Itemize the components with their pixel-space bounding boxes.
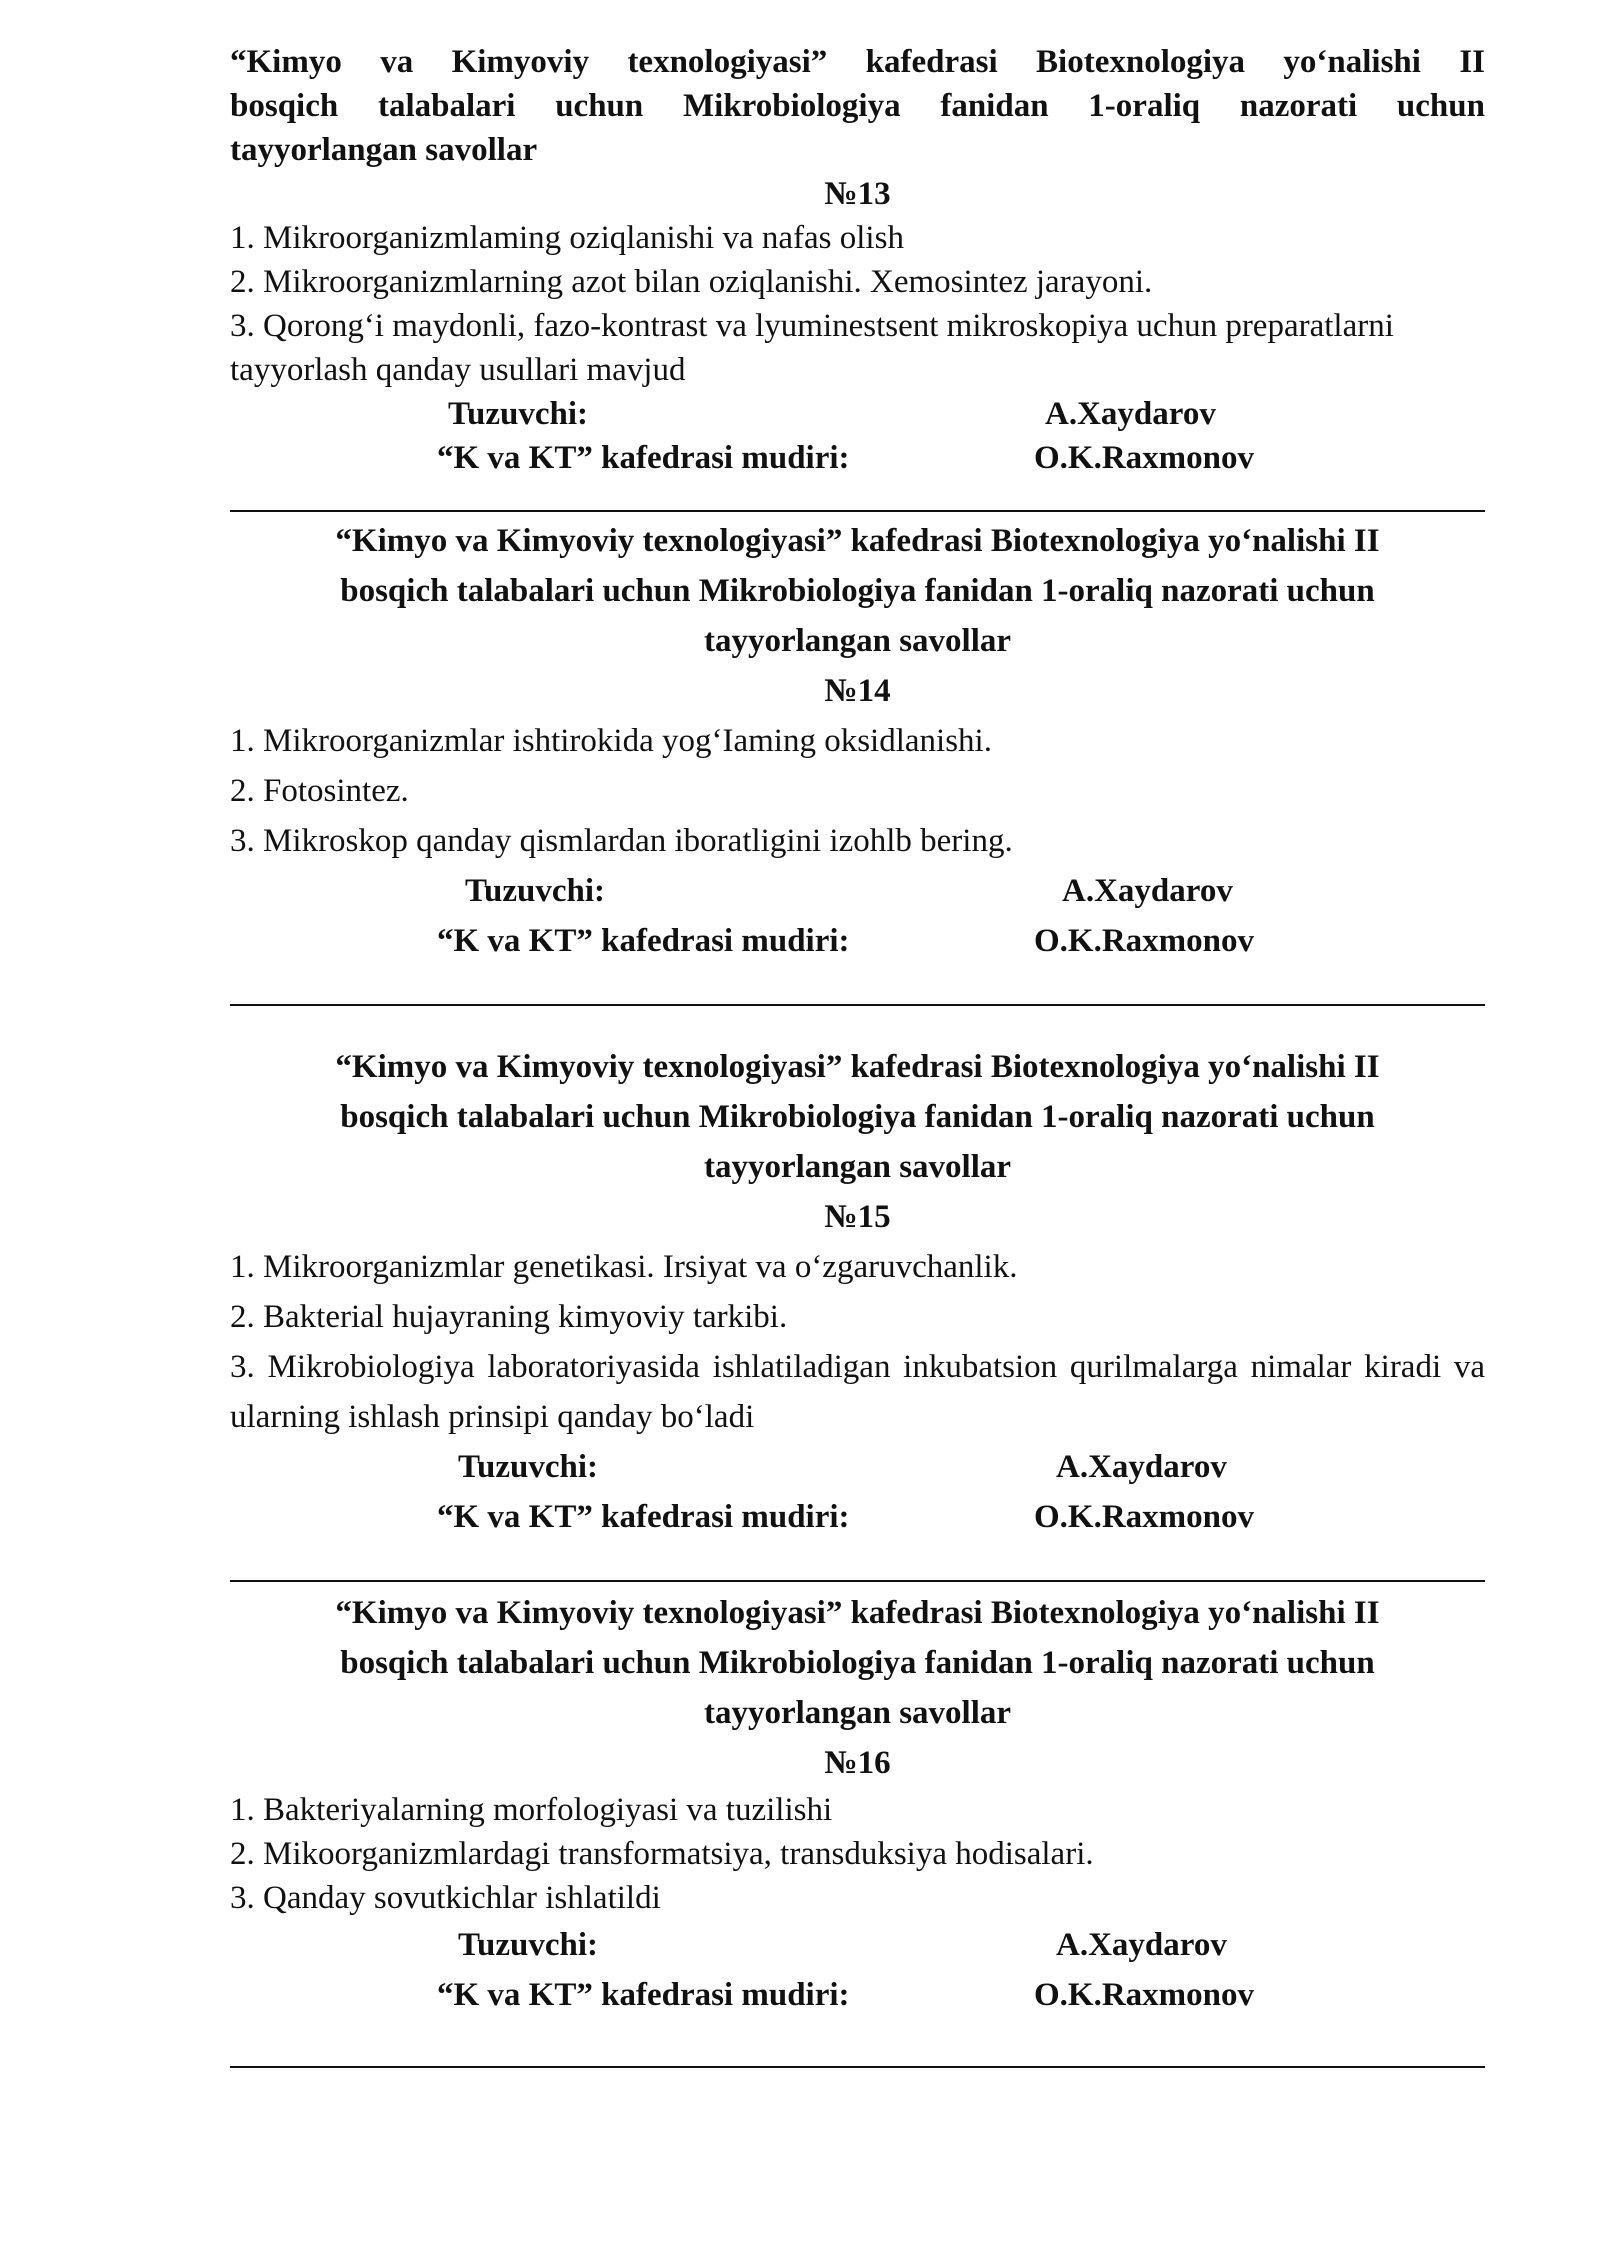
- header-line: bosqich talabalari uchun Mikrobiologiya fanidan 1-oraliq nazorati uchun: [230, 88, 1485, 124]
- question-item: 1. Bakteriyalarning morfologiyasi va tuzilishi: [230, 1792, 833, 1828]
- head-signature-line: [230, 916, 1485, 966]
- author-signature-line: [230, 866, 1485, 916]
- header-line: bosqich talabalari uchun Mikrobiologiya fanidan 1-oraliq nazorati uchun: [340, 573, 1375, 609]
- divider-line: [230, 1004, 1485, 1006]
- author-name: A.Xaydarov: [1062, 873, 1233, 909]
- header-line: tayyorlangan savollar: [230, 132, 538, 168]
- author-signature-line: [230, 1920, 1485, 1970]
- head-name: O.K.Raxmonov: [1034, 1977, 1255, 2013]
- author-signature-line: [230, 1442, 1485, 1492]
- head-signature-line: [230, 1492, 1485, 1542]
- divider-line: [230, 510, 1485, 512]
- head-label: “K va KT” kafedrasi mudiri:: [437, 1499, 850, 1535]
- author-label: Tuzuvchi:: [448, 396, 588, 432]
- ticket-number: №14: [824, 673, 891, 709]
- head-label: “K va KT” kafedrasi mudiri:: [437, 1977, 850, 2013]
- head-name: O.K.Raxmonov: [1034, 1499, 1255, 1535]
- header-line: “Kimyo va Kimyoviy texnologiyasi” kafedrasi Biotexnologiya yo‘nalishi II: [335, 1049, 1380, 1085]
- ticket-16: [230, 1588, 1485, 2020]
- author-label: Tuzuvchi:: [465, 873, 605, 909]
- head-label: “K va KT” kafedrasi mudiri:: [437, 923, 850, 959]
- head-name: O.K.Raxmonov: [1034, 440, 1255, 476]
- question-item: 3. Mikroskop qanday qismlardan iboratligini izohlb bering.: [230, 823, 1013, 859]
- question-item: 3. Qanday sovutkichlar ishlatildi: [230, 1880, 661, 1916]
- header-line: “Kimyo va Kimyoviy texnologiyasi” kafedrasi Biotexnologiya yo‘nalishi II: [335, 1595, 1380, 1631]
- ticket-header: [230, 1588, 1485, 1738]
- divider-line: [230, 1580, 1485, 1582]
- ticket-number: №13: [824, 176, 891, 212]
- ticket-15: [230, 1042, 1485, 1542]
- header-line: “Kimyo va Kimyoviy texnologiyasi” kafedrasi Biotexnologiya yo‘nalishi II: [335, 523, 1380, 559]
- ticket-number: №15: [824, 1199, 891, 1235]
- question-item: 1. Mikroorganizmlar ishtirokida yog‘Iaming oksidlanishi.: [230, 723, 992, 759]
- question-item: 2. Mikroorganizmlarning azot bilan oziqlanishi. Xemosintez jarayoni.: [230, 264, 1153, 300]
- question-item: 2. Fotosintez.: [230, 773, 409, 809]
- ticket-header: [230, 516, 1485, 666]
- head-label: “K va KT” kafedrasi mudiri:: [437, 440, 850, 476]
- header-line: bosqich talabalari uchun Mikrobiologiya fanidan 1-oraliq nazorati uchun: [340, 1099, 1375, 1135]
- head-signature-line: [230, 436, 1485, 480]
- author-name: A.Xaydarov: [1056, 1927, 1227, 1963]
- question-item: 1. Mikroorganizmlar genetikasi. Irsiyat va o‘zgaruvchanlik.: [230, 1249, 1018, 1285]
- ticket-13: [230, 40, 1485, 480]
- header-line: tayyorlangan savollar: [703, 623, 1012, 659]
- question-item: 3. Qorong‘i maydonli, fazo-kontrast va lyuminestsent mikroskopiya uchun preparatlarni tayyorlash qanday usullari mavjud: [230, 308, 1394, 388]
- author-label: Tuzuvchi:: [458, 1927, 598, 1963]
- author-label: Tuzuvchi:: [458, 1449, 598, 1485]
- ticket-header: [230, 40, 1485, 172]
- ticket-header: [230, 1042, 1485, 1192]
- head-signature-line: [230, 1970, 1485, 2020]
- divider-line: [230, 2066, 1485, 2068]
- author-name: A.Xaydarov: [1045, 396, 1216, 432]
- header-line: bosqich talabalari uchun Mikrobiologiya fanidan 1-oraliq nazorati uchun: [340, 1645, 1375, 1681]
- ticket-number: №16: [824, 1745, 891, 1781]
- header-line: “Kimyo va Kimyoviy texnologiyasi” kafedrasi Biotexnologiya yo‘nalishi II: [230, 44, 1485, 80]
- header-line: tayyorlangan savollar: [703, 1695, 1012, 1731]
- question-item: 3. Mikrobiologiya laboratoriyasida ishlatiladigan inkubatsion qurilmalarga nimalar kiradi va ularning ishlash prinsipi qanday bo‘ladi: [230, 1349, 1485, 1435]
- question-item: 2. Mikoorganizmlardagi transformatsiya, transduksiya hodisalari.: [230, 1836, 1094, 1872]
- ticket-14: [230, 516, 1485, 966]
- author-signature-line: [230, 392, 1485, 436]
- head-name: O.K.Raxmonov: [1034, 923, 1255, 959]
- header-line: tayyorlangan savollar: [703, 1149, 1012, 1185]
- question-item: 1. Mikroorganizmlaming oziqlanishi va nafas olish: [230, 220, 904, 256]
- author-name: A.Xaydarov: [1056, 1449, 1227, 1485]
- question-item: 2. Bakterial hujayraning kimyoviy tarkibi.: [230, 1299, 788, 1335]
